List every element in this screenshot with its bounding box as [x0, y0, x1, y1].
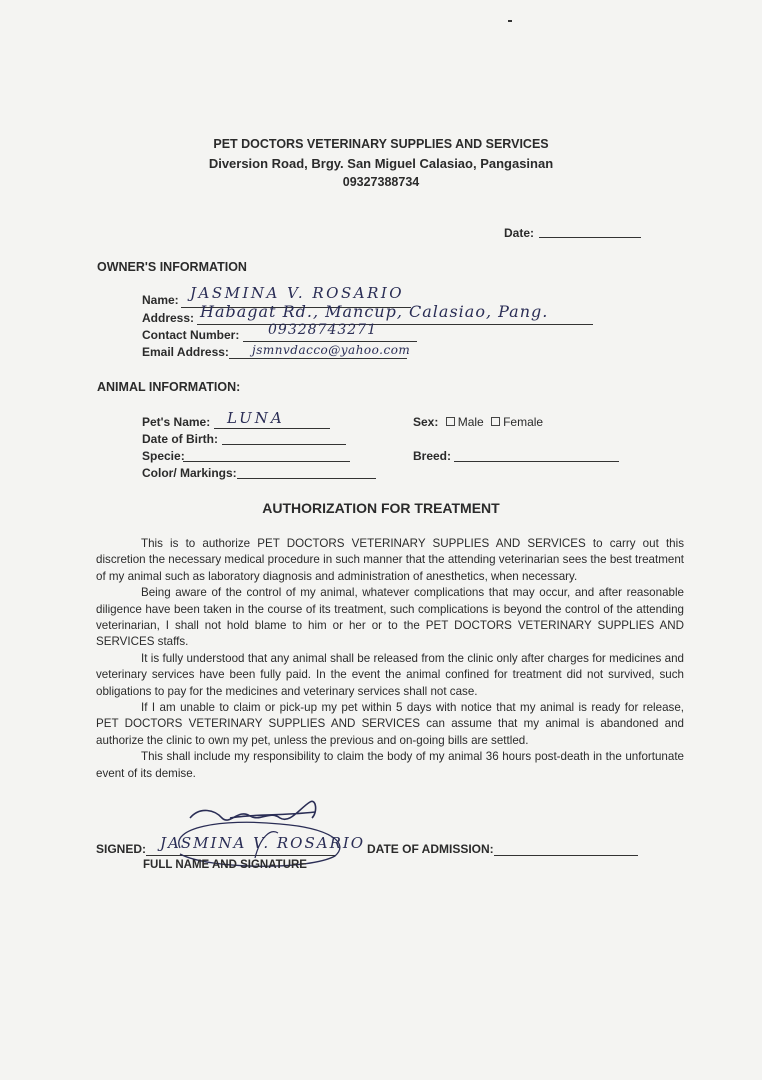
- signed-label: SIGNED:: [96, 842, 147, 856]
- sex-label: Sex:: [413, 415, 439, 429]
- breed-label: Breed:: [413, 449, 452, 463]
- authorization-body: [96, 536, 684, 782]
- dob-label: Date of Birth:: [142, 432, 218, 446]
- specie-field[interactable]: [183, 461, 350, 462]
- business-phone: 09327388734: [342, 175, 420, 189]
- pet-name-label: Pet's Name:: [142, 415, 211, 429]
- contact-number-field[interactable]: [243, 341, 417, 342]
- breed-field[interactable]: [454, 461, 619, 462]
- male-checkbox[interactable]: [446, 417, 455, 426]
- specie-label: Specie:: [142, 449, 185, 463]
- business-name: PET DOCTORS VETERINARY SUPPLIES AND SERVICES: [213, 137, 549, 151]
- animal-section-title: ANIMAL INFORMATION:: [97, 380, 241, 394]
- dob-field[interactable]: [222, 444, 346, 445]
- owner-address-field[interactable]: [197, 324, 593, 325]
- signed-name-handwriting: JASMINA V. ROSARIO: [160, 834, 366, 852]
- email-field[interactable]: [229, 358, 407, 359]
- contact-number-label: Contact Number:: [142, 328, 240, 342]
- pet-name-handwriting: LUNA: [227, 409, 285, 427]
- sex-selector: [413, 415, 543, 429]
- scan-speck: [508, 20, 512, 22]
- female-checkbox[interactable]: [491, 417, 500, 426]
- male-option-label: Male: [457, 415, 484, 429]
- color-markings-field[interactable]: [237, 478, 376, 479]
- email-label: Email Address:: [142, 345, 229, 359]
- date-field[interactable]: [539, 237, 641, 238]
- pet-name-field[interactable]: [214, 428, 330, 429]
- female-option-label: Female: [503, 415, 544, 429]
- business-address: Diversion Road, Brgy. San Miguel Calasiao, Pangasinan: [208, 156, 554, 171]
- owner-name-label: Name:: [142, 293, 179, 307]
- authorization-paragraph: It is fully understood that any animal shall be released from the clinic only after charges for medicines and veterinary services have been fully paid. In the event the animal confined for treatment did not survived, such obligations to pay for the medicines and veterinary services shall not case.: [96, 651, 684, 698]
- date-of-admission-field[interactable]: [494, 855, 638, 856]
- authorization-title: AUTHORIZATION FOR TREATMENT: [262, 500, 500, 516]
- owner-address-handwriting: Habagat Rd., Mancup, Calasiao, Pang.: [200, 302, 549, 321]
- full-name-caption: FULL NAME AND SIGNATURE: [143, 859, 307, 871]
- authorization-paragraph: This is to authorize PET DOCTORS VETERINARY SUPPLIES AND SERVICES to carry out this discretion the necessary medical procedure in such manner that the attending veterinarian sees the best treatment of my animal such as laboratory diagnosis and administration of anesthetics, when necessary.: [96, 537, 684, 583]
- authorization-paragraph: This shall include my responsibility to claim the body of my animal 36 hours post-death in the unfortunate event of its demise.: [96, 750, 684, 780]
- owner-section-title: OWNER'S INFORMATION: [97, 260, 247, 274]
- email-handwriting: jsmnvdacco@yahoo.com: [252, 343, 411, 357]
- color-markings-label: Color/ Markings:: [142, 466, 237, 480]
- authorization-paragraph: Being aware of the control of my animal, whatever complications that may occur, and after reasonable diligence have been taken in the course of its treatment, such complications is beyond the control of the attending veterinarian, I shall not hold blame to him or her or to the PET DOCTORS VETERINARY SUPPLIES AND SERVICES staffs.: [96, 586, 684, 649]
- owner-address-label: Address:: [142, 311, 195, 325]
- contact-number-handwriting: 09328743271: [268, 322, 377, 338]
- owner-name-handwriting: JASMINA V. ROSARIO: [190, 284, 405, 302]
- date-label: Date:: [504, 226, 535, 240]
- authorization-paragraph: If I am unable to claim or pick-up my pet within 5 days with notice that my animal is ready for release, PET DOCTORS VETERINARY SUPPLIES AND SERVICES can assume that my animal is abandoned and authorize the clinic to own my pet, unless the previous and on-going bills are settled.: [96, 701, 684, 747]
- date-of-admission-label: DATE OF ADMISSION:: [367, 842, 494, 856]
